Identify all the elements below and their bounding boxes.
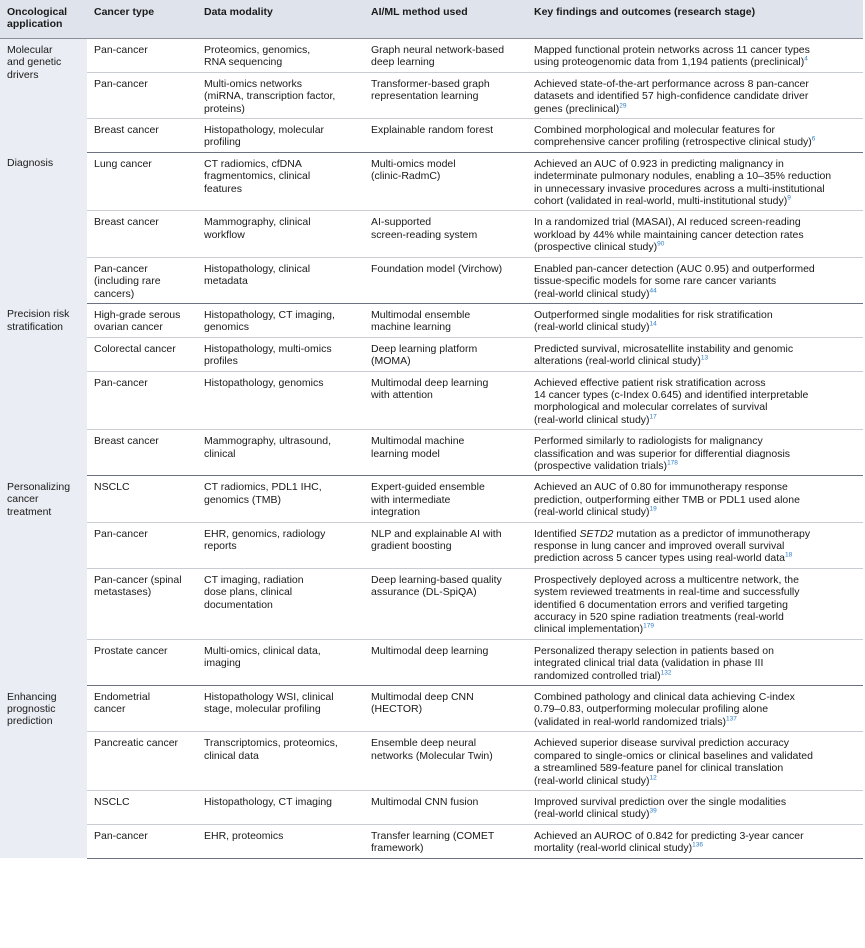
cancer-type-cell (87, 257, 197, 303)
data-modality-line: proteins) (204, 102, 245, 115)
cancer-type-cell (87, 211, 197, 257)
data-modality-line: features (204, 182, 242, 195)
header-row (0, 0, 863, 39)
findings-cell (527, 732, 863, 791)
method-line: AI-supported (371, 216, 432, 229)
cancer-type-cell (87, 152, 197, 211)
findings-cell (527, 303, 863, 337)
reference-number: 136 (692, 841, 703, 849)
findings-line: alterations (real-world clinical study)$^{13}$ (534, 354, 709, 368)
cancer-type-cell (87, 790, 197, 824)
method-cell (364, 476, 527, 522)
data-modality-line: imaging (204, 657, 241, 670)
findings-line: Achieved an AUC of 0.923 in predicting malignancy in (534, 157, 784, 170)
cancer-type-cell (87, 568, 197, 639)
findings-cell (527, 257, 863, 303)
data-modality-cell (197, 337, 364, 371)
findings-line: compared to single-omics or clinical baselines and validated (534, 749, 813, 762)
findings-line: 0.79–0.83, outperforming molecular profiling alone (534, 703, 769, 716)
header-application-line: Oncological (7, 6, 68, 18)
header-data-modality: Data modality (197, 0, 364, 39)
method-cell (364, 39, 527, 73)
findings-line: using proteogenomic data from 1,194 patients (preclinical)$^4$ (534, 55, 808, 69)
method-line: Foundation model (Virchow) (371, 262, 503, 275)
application-line: and genetic (7, 56, 62, 69)
method-line: Transformer-based graph (371, 77, 490, 90)
findings-line: Mapped functional protein networks across 11 cancer types (534, 44, 810, 56)
data-modality-line: Histopathology, molecular (204, 124, 325, 137)
reference-number: 13 (700, 354, 709, 362)
header-cancer-type: Cancer type (87, 0, 197, 39)
data-modality-line: EHR, genomics, radiology (204, 527, 326, 540)
reference-number: 19 (649, 505, 657, 513)
data-modality-cell (197, 72, 364, 118)
cancer-type-line: Pan-cancer (spinal (94, 573, 182, 586)
data-modality-cell (197, 639, 364, 685)
data-modality-line: clinical (204, 447, 236, 460)
cancer-type-line: cancers) (94, 287, 135, 300)
cancer-type-cell (87, 522, 197, 568)
findings-line: integrated clinical trial data (validation in phase III (534, 657, 764, 670)
findings-cell (527, 152, 863, 211)
cancer-type-line: metastases) (94, 586, 152, 599)
data-modality-line: Histopathology, CT imaging, (204, 308, 335, 321)
oncological-application (0, 303, 87, 475)
method-line: learning model (371, 447, 440, 460)
method-line: Expert-guided ensemble (371, 481, 485, 494)
method-cell (364, 211, 527, 257)
data-modality-cell (197, 430, 364, 476)
table-row (0, 430, 863, 476)
findings-cell (527, 568, 863, 639)
table-row (0, 337, 863, 371)
cancer-type-cell (87, 430, 197, 476)
cancer-type-cell (87, 303, 197, 337)
data-modality-line: RNA sequencing (204, 56, 283, 69)
method-line: Multimodal machine (371, 435, 465, 448)
method-line: Multimodal deep learning (371, 644, 489, 657)
header-method: AI/ML method used (364, 0, 527, 39)
application-line: Precision risk (7, 308, 70, 321)
findings-line: (real-world clinical study)$^{19}$ (534, 505, 657, 519)
method-cell (364, 824, 527, 858)
findings-cell (527, 686, 863, 732)
reference-number: 132 (660, 669, 672, 677)
data-modality-line: Histopathology, CT imaging (204, 795, 333, 808)
findings-line: datasets and identified 57 high-confidence candidate driver (534, 90, 809, 103)
findings-line: Achieved an AUC of 0.80 for immunotherapy response (534, 481, 788, 494)
findings-line: randomized controlled trial)$^{132}$ (534, 669, 672, 682)
findings-line: (validated in real-world randomized trials)$^{137}$ (534, 715, 737, 728)
reference-number: 39 (649, 807, 657, 815)
oncological-application (0, 152, 87, 303)
cancer-type-line: Pancreatic cancer (94, 737, 179, 750)
findings-line: Identified SETD2 mutation as a predictor of immunotherapy (534, 527, 811, 540)
findings-cell (527, 824, 863, 858)
findings-line: Achieved superior disease survival prediction accuracy (534, 737, 790, 750)
findings-cell (527, 39, 863, 73)
data-modality-line: clinical data (204, 749, 259, 762)
header-application-line: application (7, 18, 63, 31)
findings-line: tissue-specific models for some rare cancer variants (534, 275, 777, 288)
cancer-type-line: High-grade serous (94, 308, 181, 321)
method-line: Transfer learning (COMET (371, 829, 495, 842)
method-cell (364, 568, 527, 639)
data-modality-line: Histopathology, multi-omics (204, 342, 332, 355)
data-modality-line: Proteomics, genomics, (204, 44, 311, 56)
cancer-type-line: Pan-cancer (94, 262, 148, 275)
table-row (0, 211, 863, 257)
application-line: Enhancing (7, 690, 57, 703)
findings-cell (527, 476, 863, 522)
method-line: machine learning (371, 321, 451, 334)
method-line: (HECTOR) (371, 703, 423, 716)
cancer-type-line: (including rare (94, 275, 161, 288)
findings-line: (real-world clinical study)$^{14}$ (534, 320, 657, 334)
method-cell (364, 639, 527, 685)
method-line: framework) (371, 842, 424, 855)
data-modality-cell (197, 686, 364, 732)
table-row (0, 732, 863, 791)
findings-line: prediction across 5 cancer types using real-world data$^{18}$ (534, 551, 793, 565)
cancer-type-line: Breast cancer (94, 435, 159, 448)
data-modality-line: stage, molecular profiling (204, 703, 321, 716)
data-modality-line: genomics (TMB) (204, 493, 282, 506)
data-modality-line: dose plans, clinical (204, 586, 293, 599)
table-row (0, 371, 863, 430)
cancer-type-line: Breast cancer (94, 124, 159, 137)
method-line: networks (Molecular Twin) (371, 749, 493, 762)
method-cell (364, 303, 527, 337)
findings-cell (527, 430, 863, 476)
cancer-type-cell (87, 686, 197, 732)
findings-line: Combined pathology and clinical data achieving C-index (534, 691, 795, 704)
method-line: Multimodal CNN fusion (371, 795, 479, 808)
table-row (0, 72, 863, 118)
method-cell (364, 72, 527, 118)
reference-number: 17 (649, 413, 657, 421)
method-cell (364, 732, 527, 791)
findings-line: in unnecessary invasive procedures across a multi-institutional (534, 182, 825, 195)
reference-number: 179 (643, 622, 654, 630)
findings-line: a streamlined 589-feature panel for clinical translation (534, 762, 784, 775)
data-modality-cell (197, 39, 364, 73)
application-line: Diagnosis (7, 157, 54, 170)
table-body (0, 39, 863, 859)
table-row (0, 152, 863, 211)
method-cell (364, 371, 527, 430)
method-line: Multimodal deep learning (371, 376, 489, 389)
findings-cell (527, 522, 863, 568)
reference-number: 137 (726, 715, 737, 723)
data-modality-line: Mammography, clinical (204, 216, 311, 229)
cancer-type-line: Pan-cancer (94, 44, 148, 56)
table-row (0, 257, 863, 303)
application-line: stratification (7, 320, 64, 333)
method-line: (MOMA) (371, 355, 411, 368)
method-cell (364, 522, 527, 568)
data-modality-line: EHR, proteomics (204, 829, 284, 842)
findings-line: (real-world clinical study)$^{12}$ (534, 774, 657, 787)
data-modality-line: genomics (204, 321, 249, 334)
findings-line: accuracy in 520 spine radiation treatments (real-world (534, 611, 784, 624)
data-modality-line: Mammography, ultrasound, (204, 435, 332, 448)
reference-number: 4 (804, 55, 808, 63)
application-line: cancer (7, 493, 39, 506)
reference-number: 12 (649, 774, 657, 781)
findings-line: Outperformed single modalities for risk stratification (534, 308, 773, 321)
reference-number: 90 (657, 240, 665, 248)
findings-cell (527, 337, 863, 371)
method-line: with intermediate (371, 493, 451, 506)
data-modality-cell (197, 211, 364, 257)
header-application (0, 0, 87, 39)
cancer-type-line: cancer (94, 703, 126, 716)
method-line: screen-reading system (371, 228, 478, 241)
reference-number: 18 (784, 551, 793, 559)
method-line: Multimodal deep CNN (371, 691, 474, 704)
findings-line: classification and was superior for differential diagnosis (534, 447, 791, 460)
reference-number: 9 (787, 194, 791, 202)
method-cell (364, 257, 527, 303)
application-line: drivers (7, 68, 39, 81)
method-line: Deep learning-based quality (371, 573, 502, 586)
cancer-type-cell (87, 119, 197, 153)
findings-line: Achieved effective patient risk stratification across (534, 376, 766, 389)
method-line: Explainable random forest (371, 124, 493, 137)
data-modality-line: Histopathology, clinical (204, 262, 311, 275)
data-modality-line: workflow (204, 228, 245, 241)
cancer-type-line: Colorectal cancer (94, 342, 176, 355)
cancer-type-line: Pan-cancer (94, 77, 148, 90)
findings-line: morphological and molecular correlates of survival (534, 401, 768, 414)
findings-line: prediction, outperforming either TMB or PDL1 used alone (534, 493, 800, 506)
findings-line: In a randomized trial (MASAI), AI reduced screen-reading (534, 216, 801, 229)
data-modality-cell (197, 476, 364, 522)
cancer-type-line: Endometrial (94, 691, 151, 704)
cancer-type-line: Pan-cancer (94, 376, 148, 389)
data-modality-cell (197, 790, 364, 824)
cancer-type-line: NSCLC (94, 795, 130, 808)
data-modality-cell (197, 152, 364, 211)
data-modality-line: documentation (204, 598, 273, 611)
data-modality-line: fragmentomics, clinical (204, 170, 311, 183)
method-line: Graph neural network-based (371, 44, 505, 56)
table-row (0, 476, 863, 522)
table-row (0, 824, 863, 858)
method-cell (364, 686, 527, 732)
findings-line: genes (preclinical)$^{29}$ (534, 102, 627, 115)
findings-line: indeterminate pulmonary nodules, enabling a 10–35% reduction (534, 170, 832, 183)
findings-line: Performed similarly to radiologists for malignancy (534, 435, 763, 448)
findings-cell (527, 371, 863, 430)
method-cell (364, 337, 527, 371)
findings-line: cohort (validated in real-world, multi-institutional study)$^9$ (534, 194, 791, 208)
data-modality-cell (197, 732, 364, 791)
reference-number: 6 (811, 135, 816, 143)
findings-line: 14 cancer types (c-Index 0.645) and identified interpretable (534, 388, 809, 401)
cancer-type-line: Pan-cancer (94, 829, 148, 842)
data-modality-line: Histopathology WSI, clinical (204, 691, 334, 704)
oncological-application (0, 476, 87, 686)
data-modality-cell (197, 522, 364, 568)
data-modality-line: metadata (204, 275, 248, 288)
data-modality-line: profiles (204, 355, 238, 368)
cancer-type-line: NSCLC (94, 481, 130, 494)
application-line: treatment (7, 505, 52, 518)
findings-line: (real-world clinical study)$^{17}$ (534, 413, 657, 426)
cancer-type-cell (87, 639, 197, 685)
method-cell (364, 790, 527, 824)
data-modality-line: profiling (204, 136, 241, 149)
findings-cell (527, 119, 863, 153)
findings-line: Combined morphological and molecular features for (534, 124, 776, 137)
cancer-type-line: Prostate cancer (94, 644, 168, 657)
data-modality-line: reports (204, 540, 237, 552)
findings-line: (prospective validation trials)$^{178}$ (534, 459, 678, 472)
findings-line: Prospectively deployed across a multicentre network, the (534, 573, 799, 586)
table-row (0, 686, 863, 732)
data-modality-line: Histopathology, genomics (204, 376, 324, 389)
method-line: integration (371, 506, 421, 519)
data-modality-line: CT radiomics, PDL1 IHC, (204, 481, 322, 494)
method-cell (364, 152, 527, 211)
data-modality-cell (197, 303, 364, 337)
data-modality-cell (197, 257, 364, 303)
data-modality-line: CT radiomics, cfDNA (204, 157, 302, 170)
table-row (0, 639, 863, 685)
cancer-type-line: Lung cancer (94, 157, 152, 170)
cancer-type-line: Pan-cancer (94, 527, 148, 540)
findings-line: Improved survival prediction over the single modalities (534, 795, 787, 808)
findings-line: (prospective clinical study)$^{90}$ (534, 240, 665, 254)
cancer-type-cell (87, 824, 197, 858)
application-line: Personalizing (7, 480, 71, 493)
reference-number: 14 (649, 320, 657, 328)
method-line: Deep learning platform (371, 342, 478, 355)
cancer-type-cell (87, 72, 197, 118)
table-row (0, 119, 863, 153)
findings-cell (527, 72, 863, 118)
findings-line: (real-world clinical study)$^{44}$ (534, 287, 657, 300)
header-findings: Key findings and outcomes (research stage) (527, 0, 863, 39)
findings-cell (527, 211, 863, 257)
data-modality-cell (197, 119, 364, 153)
findings-line: Predicted survival, microsatellite instability and genomic (534, 342, 794, 355)
table-row (0, 522, 863, 568)
findings-line: workload by 44% while maintaining cancer detection rates (534, 228, 804, 241)
table-row (0, 790, 863, 824)
method-line: NLP and explainable AI with (371, 527, 502, 540)
application-line: prediction (7, 715, 53, 728)
cancer-type-cell (87, 39, 197, 73)
findings-line: Achieved an AUROC of 0.842 for predicting 3-year cancer (534, 829, 804, 842)
method-line: Ensemble deep neural (371, 737, 477, 750)
data-modality-cell (197, 824, 364, 858)
findings-line: identified 6 documentation errors and verified targeting (534, 598, 788, 611)
cancer-type-line: Breast cancer (94, 216, 159, 229)
method-line: deep learning (371, 56, 435, 69)
oncological-application (0, 39, 87, 153)
method-line: representation learning (371, 90, 479, 103)
table-row (0, 303, 863, 337)
method-line: with attention (371, 388, 433, 401)
method-line: (clinic-RadmC) (371, 170, 441, 183)
findings-line: (real-world clinical study)$^{39}$ (534, 807, 657, 821)
data-modality-line: CT imaging, radiation (204, 573, 304, 586)
method-line: Multimodal ensemble (371, 308, 471, 321)
table-row (0, 568, 863, 639)
method-line: gradient boosting (371, 540, 452, 552)
findings-line: Achieved state-of-the-art performance across 8 pan-cancer (534, 77, 809, 90)
data-modality-cell (197, 568, 364, 639)
findings-cell (527, 639, 863, 685)
method-cell (364, 430, 527, 476)
data-modality-cell (197, 371, 364, 430)
reference-number: 178 (667, 459, 678, 467)
findings-line: mortality (real-world clinical study)$^{136}$ (534, 841, 703, 855)
oncological-application (0, 686, 87, 858)
findings-cell (527, 790, 863, 824)
cancer-type-cell (87, 337, 197, 371)
table-row (0, 39, 863, 73)
findings-line: clinical implementation)$^{179}$ (534, 622, 654, 636)
reference-number: 44 (649, 287, 657, 294)
application-line: prognostic (7, 702, 56, 715)
gene-name: SETD2 (579, 527, 614, 540)
data-modality-line: (miRNA, transcription factor, (204, 90, 336, 103)
cancer-type-cell (87, 732, 197, 791)
data-modality-line: Multi-omics networks (204, 77, 303, 90)
cancer-type-cell (87, 476, 197, 522)
findings-line: comprehensive cancer profiling (retrospective clinical study)$^6$ (534, 135, 816, 149)
cancer-type-cell (87, 371, 197, 430)
application-line: Molecular (7, 44, 53, 56)
method-line: assurance (DL-SpiQA) (371, 586, 477, 599)
findings-line: system reviewed treatments in real-time and successfully (534, 586, 800, 599)
findings-line: Personalized therapy selection in patients based on (534, 644, 774, 657)
cancer-type-line: ovarian cancer (94, 321, 163, 334)
reference-number: 29 (619, 102, 627, 110)
findings-line: Enabled pan-cancer detection (AUC 0.95) and outperformed (534, 262, 815, 275)
data-modality-line: Transcriptomics, proteomics, (204, 737, 338, 750)
data-modality-line: Multi-omics, clinical data, (204, 644, 321, 657)
method-cell (364, 119, 527, 153)
method-line: Multi-omics model (371, 157, 456, 170)
findings-line: response in lung cancer and improved overall survival (534, 540, 785, 552)
